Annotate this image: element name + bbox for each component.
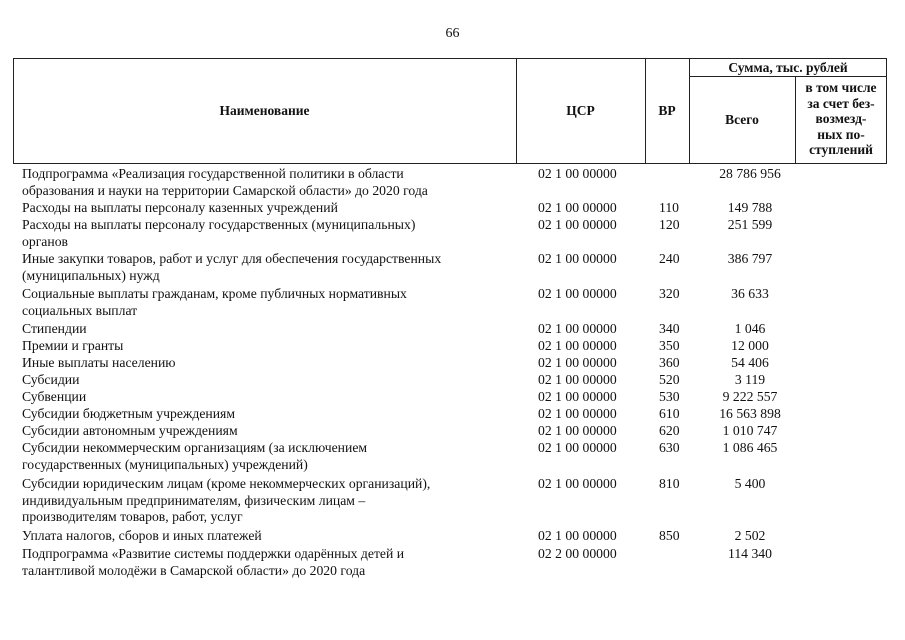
- row-name-line: производителям товаров, работ, услуг: [22, 509, 243, 524]
- row-csr: 02 1 00 00000: [538, 338, 617, 353]
- row-name-line: Подпрограмма «Реализация государственной политики в области: [22, 166, 404, 181]
- header-incl-line: за счет без-: [807, 95, 875, 111]
- header-csr: ЦСР: [566, 103, 595, 118]
- row-csr: 02 1 00 00000: [538, 440, 617, 455]
- row-vr: 610: [659, 406, 680, 421]
- row-csr: 02 1 00 00000: [538, 406, 617, 421]
- row-vr: 340: [659, 321, 680, 336]
- row-name-line: индивидуальным предпринимателям, физическим лицам –: [22, 492, 366, 508]
- row-name: [22, 440, 512, 473]
- row-total: 2 502: [734, 528, 766, 543]
- row-name-line: Субвенции: [22, 389, 87, 404]
- header-vr: ВР: [658, 103, 676, 118]
- row-total: 3 119: [734, 372, 766, 387]
- row-name-line: социальных выплат: [22, 302, 138, 318]
- row-name: [22, 355, 512, 372]
- row-total: 114 340: [728, 546, 772, 561]
- row-vr: 240: [659, 251, 680, 266]
- row-name: [22, 372, 512, 389]
- row-csr: 02 1 00 00000: [538, 321, 617, 336]
- row-name-line: образования и науки на территории Самарской области» до 2020 года: [22, 182, 428, 198]
- header-total: Всего: [725, 112, 759, 127]
- row-name-line: Социальные выплаты гражданам, кроме публичных нормативных: [22, 286, 407, 301]
- row-csr: 02 1 00 00000: [538, 251, 617, 266]
- row-name-line: государственных (муниципальных) учреждений): [22, 456, 308, 472]
- row-total: 9 222 557: [722, 389, 778, 404]
- header-incl-line: возмезд-: [815, 111, 867, 126]
- table-header: [13, 58, 887, 164]
- row-csr: 02 1 00 00000: [538, 166, 617, 181]
- header-incl-line: ных по-: [817, 126, 865, 142]
- row-total: 1 010 747: [722, 423, 778, 438]
- row-name-line: органов: [22, 233, 69, 249]
- row-csr: 02 1 00 00000: [538, 200, 617, 215]
- row-csr: 02 1 00 00000: [538, 389, 617, 404]
- row-name-line: Подпрограмма «Развитие системы поддержки одарённых детей и: [22, 546, 405, 561]
- row-vr: 850: [659, 528, 680, 543]
- row-vr: 320: [659, 286, 680, 301]
- header-sum-group: Сумма, тыс. рублей: [728, 60, 848, 75]
- header-incl-line: в том числе: [805, 80, 877, 95]
- header-top-border: [13, 58, 887, 59]
- row-name: [22, 321, 512, 338]
- row-name-line: Субсидии некоммерческим организациям (за исключением: [22, 440, 368, 455]
- row-csr: 02 1 00 00000: [538, 476, 617, 491]
- row-vr: 120: [659, 217, 680, 232]
- row-name: [22, 166, 512, 199]
- row-name-line: (муниципальных) нужд: [22, 267, 160, 283]
- row-total: 1 086 465: [722, 440, 778, 455]
- row-name: [22, 528, 512, 545]
- row-name: [22, 338, 512, 355]
- row-total: 16 563 898: [719, 406, 781, 421]
- row-vr: 620: [659, 423, 680, 438]
- row-name-line: Стипендии: [22, 321, 87, 336]
- header-name: Наименование: [219, 103, 310, 118]
- row-name: [22, 476, 512, 526]
- row-name-line: талантливой молодёжи в Самарской области» до 2020 года: [22, 562, 366, 578]
- row-csr: 02 1 00 00000: [538, 355, 617, 370]
- row-name-line: Премии и гранты: [22, 338, 124, 353]
- row-name-line: Субсидии юридическим лицам (кроме некоммерческих организаций),: [22, 476, 431, 491]
- row-vr: 810: [659, 476, 680, 491]
- page-number: 66: [445, 26, 460, 41]
- row-csr: 02 1 00 00000: [538, 286, 617, 301]
- header-incl-line: ступлений: [809, 142, 873, 157]
- header-incl: [795, 80, 887, 158]
- row-csr: 02 1 00 00000: [538, 217, 617, 232]
- row-total: 251 599: [727, 217, 773, 232]
- row-vr: 630: [659, 440, 680, 455]
- row-csr: 02 1 00 00000: [538, 528, 617, 543]
- row-total: 386 797: [727, 251, 773, 266]
- row-name-line: Уплата налогов, сборов и иных платежей: [22, 528, 262, 543]
- header-bottom-border: [13, 163, 887, 164]
- row-name-line: Субсидии: [22, 372, 80, 387]
- row-vr: 110: [659, 200, 680, 215]
- row-total: 28 786 956: [719, 166, 781, 181]
- row-name: [22, 217, 512, 250]
- row-vr: 350: [659, 338, 680, 353]
- row-name: [22, 251, 512, 284]
- row-total: 5 400: [734, 476, 766, 491]
- row-name-line: Расходы на выплаты персоналу государственных (муниципальных): [22, 217, 416, 232]
- row-name: [22, 389, 512, 406]
- row-vr: 530: [659, 389, 680, 404]
- sum-group-underline: [689, 76, 887, 77]
- row-total: 54 406: [731, 355, 769, 370]
- row-name-line: Иные выплаты населению: [22, 355, 176, 370]
- row-csr: 02 1 00 00000: [538, 372, 617, 387]
- row-name-line: Субсидии бюджетным учреждениям: [22, 406, 235, 421]
- row-name-line: Расходы на выплаты персоналу казенных учреждений: [22, 200, 338, 215]
- row-total: 149 788: [727, 200, 773, 215]
- row-name: [22, 406, 512, 423]
- row-name: [22, 286, 512, 319]
- row-name: [22, 546, 512, 579]
- row-name: [22, 423, 512, 440]
- row-vr: 520: [659, 372, 680, 387]
- row-name-line: Иные закупки товаров, работ и услуг для обеспечения государственных: [22, 251, 442, 266]
- row-csr: 02 1 00 00000: [538, 423, 617, 438]
- row-total: 36 633: [731, 286, 769, 301]
- row-csr: 02 2 00 00000: [538, 546, 617, 561]
- row-name: [22, 200, 512, 217]
- row-total: 1 046: [734, 321, 766, 336]
- row-total: 12 000: [731, 338, 769, 353]
- row-name-line: Субсидии автономным учреждениям: [22, 423, 238, 438]
- row-vr: 360: [659, 355, 680, 370]
